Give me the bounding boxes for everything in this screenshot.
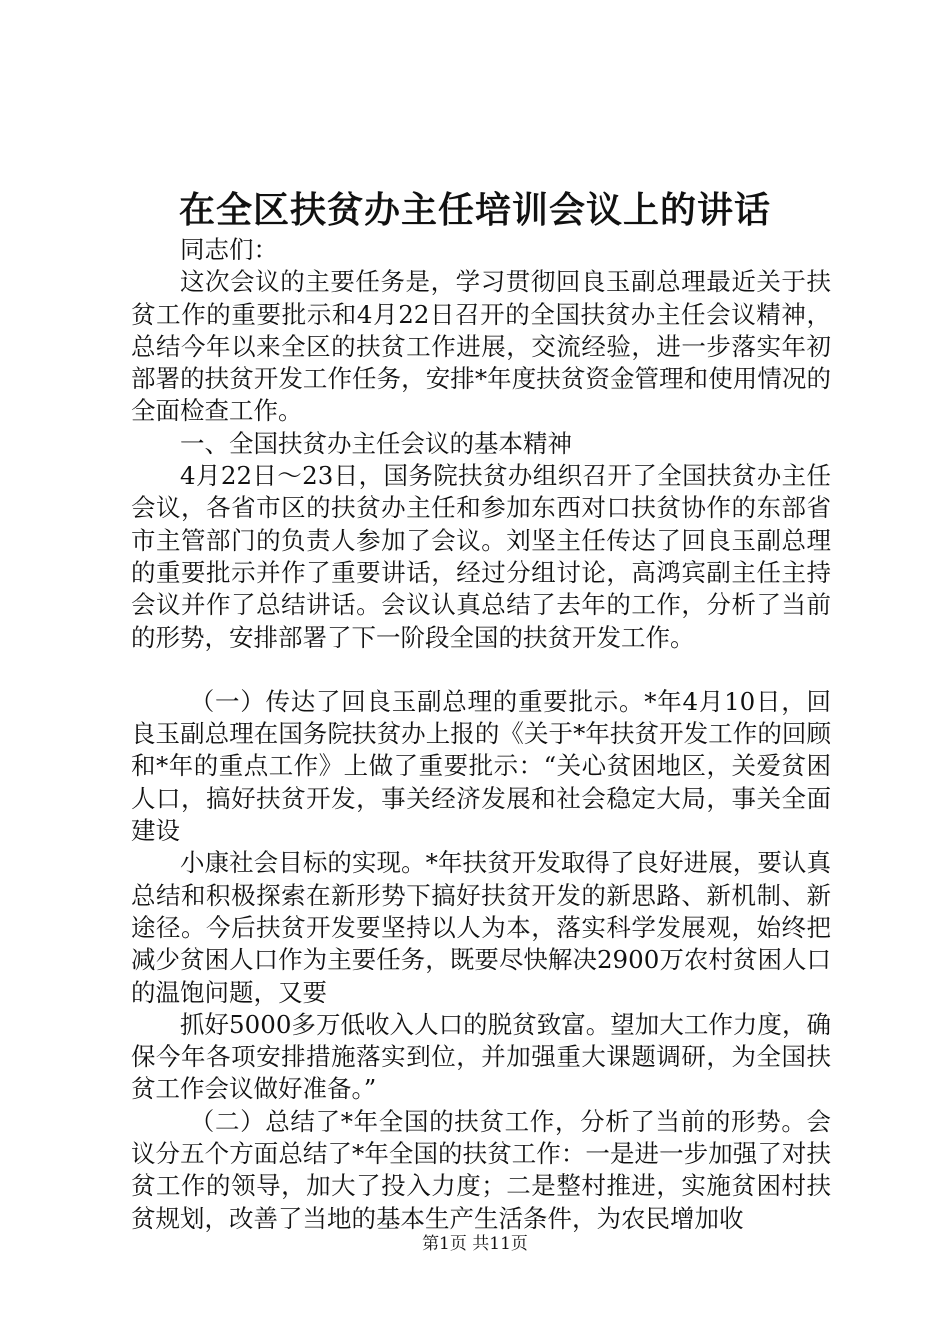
document-title: 在全区扶贫办主任培训会议上的讲话 <box>178 189 771 231</box>
paragraph-spacer <box>131 654 831 686</box>
paragraph-point-2: （二）总结了*年全国的扶贫工作，分析了当前的形势。会议分五个方面总结了*年全国的扶贫工作：一是进一步加强了对扶贫工作的领导，加大了投入力度；二是整村推进，实施贫困村扶贫规划，改善了当地的基本生产生活条件，为农民增加收 <box>131 1106 831 1233</box>
page-number: 第1页 共11页 <box>422 1234 528 1254</box>
paragraph-intro: 这次会议的主要任务是，学习贯彻回良玉副总理最近关于扶贫工作的重要批示和4月22日召开的全国扶贫办主任会议精神，总结今年以来全区的扶贫工作进展，交流经验，进一步落实年初部署的扶贫开发工作任务，安排*年度扶贫资金管理和使用情况的全面检查工作。 <box>131 267 831 426</box>
section-heading-1: 一、全国扶贫办主任会议的基本精神 <box>180 428 572 458</box>
paragraph-meeting: 4月22日～23日，国务院扶贫办组织召开了全国扶贫办主任会议，各省市区的扶贫办主任和参加东西对口扶贫协作的东部省市主管部门的负责人参加了会议。刘坚主任传达了回良玉副总理的重要批示并作了重要讲话，经过分组讨论，高鸿宾副主任主持会议并作了总结讲话。会议认真总结了去年的工作，分析了当前的形势，安排部署了下一阶段全国的扶贫开发工作。 <box>131 461 831 652</box>
salutation: 同志们： <box>180 235 278 264</box>
paragraph-point-1-cont-b: 抓好5000多万低收入人口的脱贫致富。望加大工作力度，确保今年各项安排措施落实到位，并加强重大课题调研，为全国扶贫工作会议做好准备。” <box>131 1009 831 1104</box>
paragraph-point-1: （一）传达了回良玉副总理的重要批示。*年4月10日，回良玉副总理在国务院扶贫办上报的《关于*年扶贫开发工作的回顾和*年的重点工作》上做了重要批示：“关心贫困地区，关爱贫困人口，搞好扶贫开发，事关经济发展和社会稳定大局，事关全面建设 <box>131 686 831 846</box>
paragraph-point-1-cont-a: 小康社会目标的实现。*年扶贫开发取得了良好进展，要认真总结和积极探索在新形势下搞好扶贫开发的新思路、新机制、新途径。今后扶贫开发要坚持以人为本，落实科学发展观，始终把减少贫困人口作为主要任务，既要尽快解决2900万农村贫困人口的温饱问题，又要 <box>131 848 831 1007</box>
document-body <box>131 234 831 1235</box>
